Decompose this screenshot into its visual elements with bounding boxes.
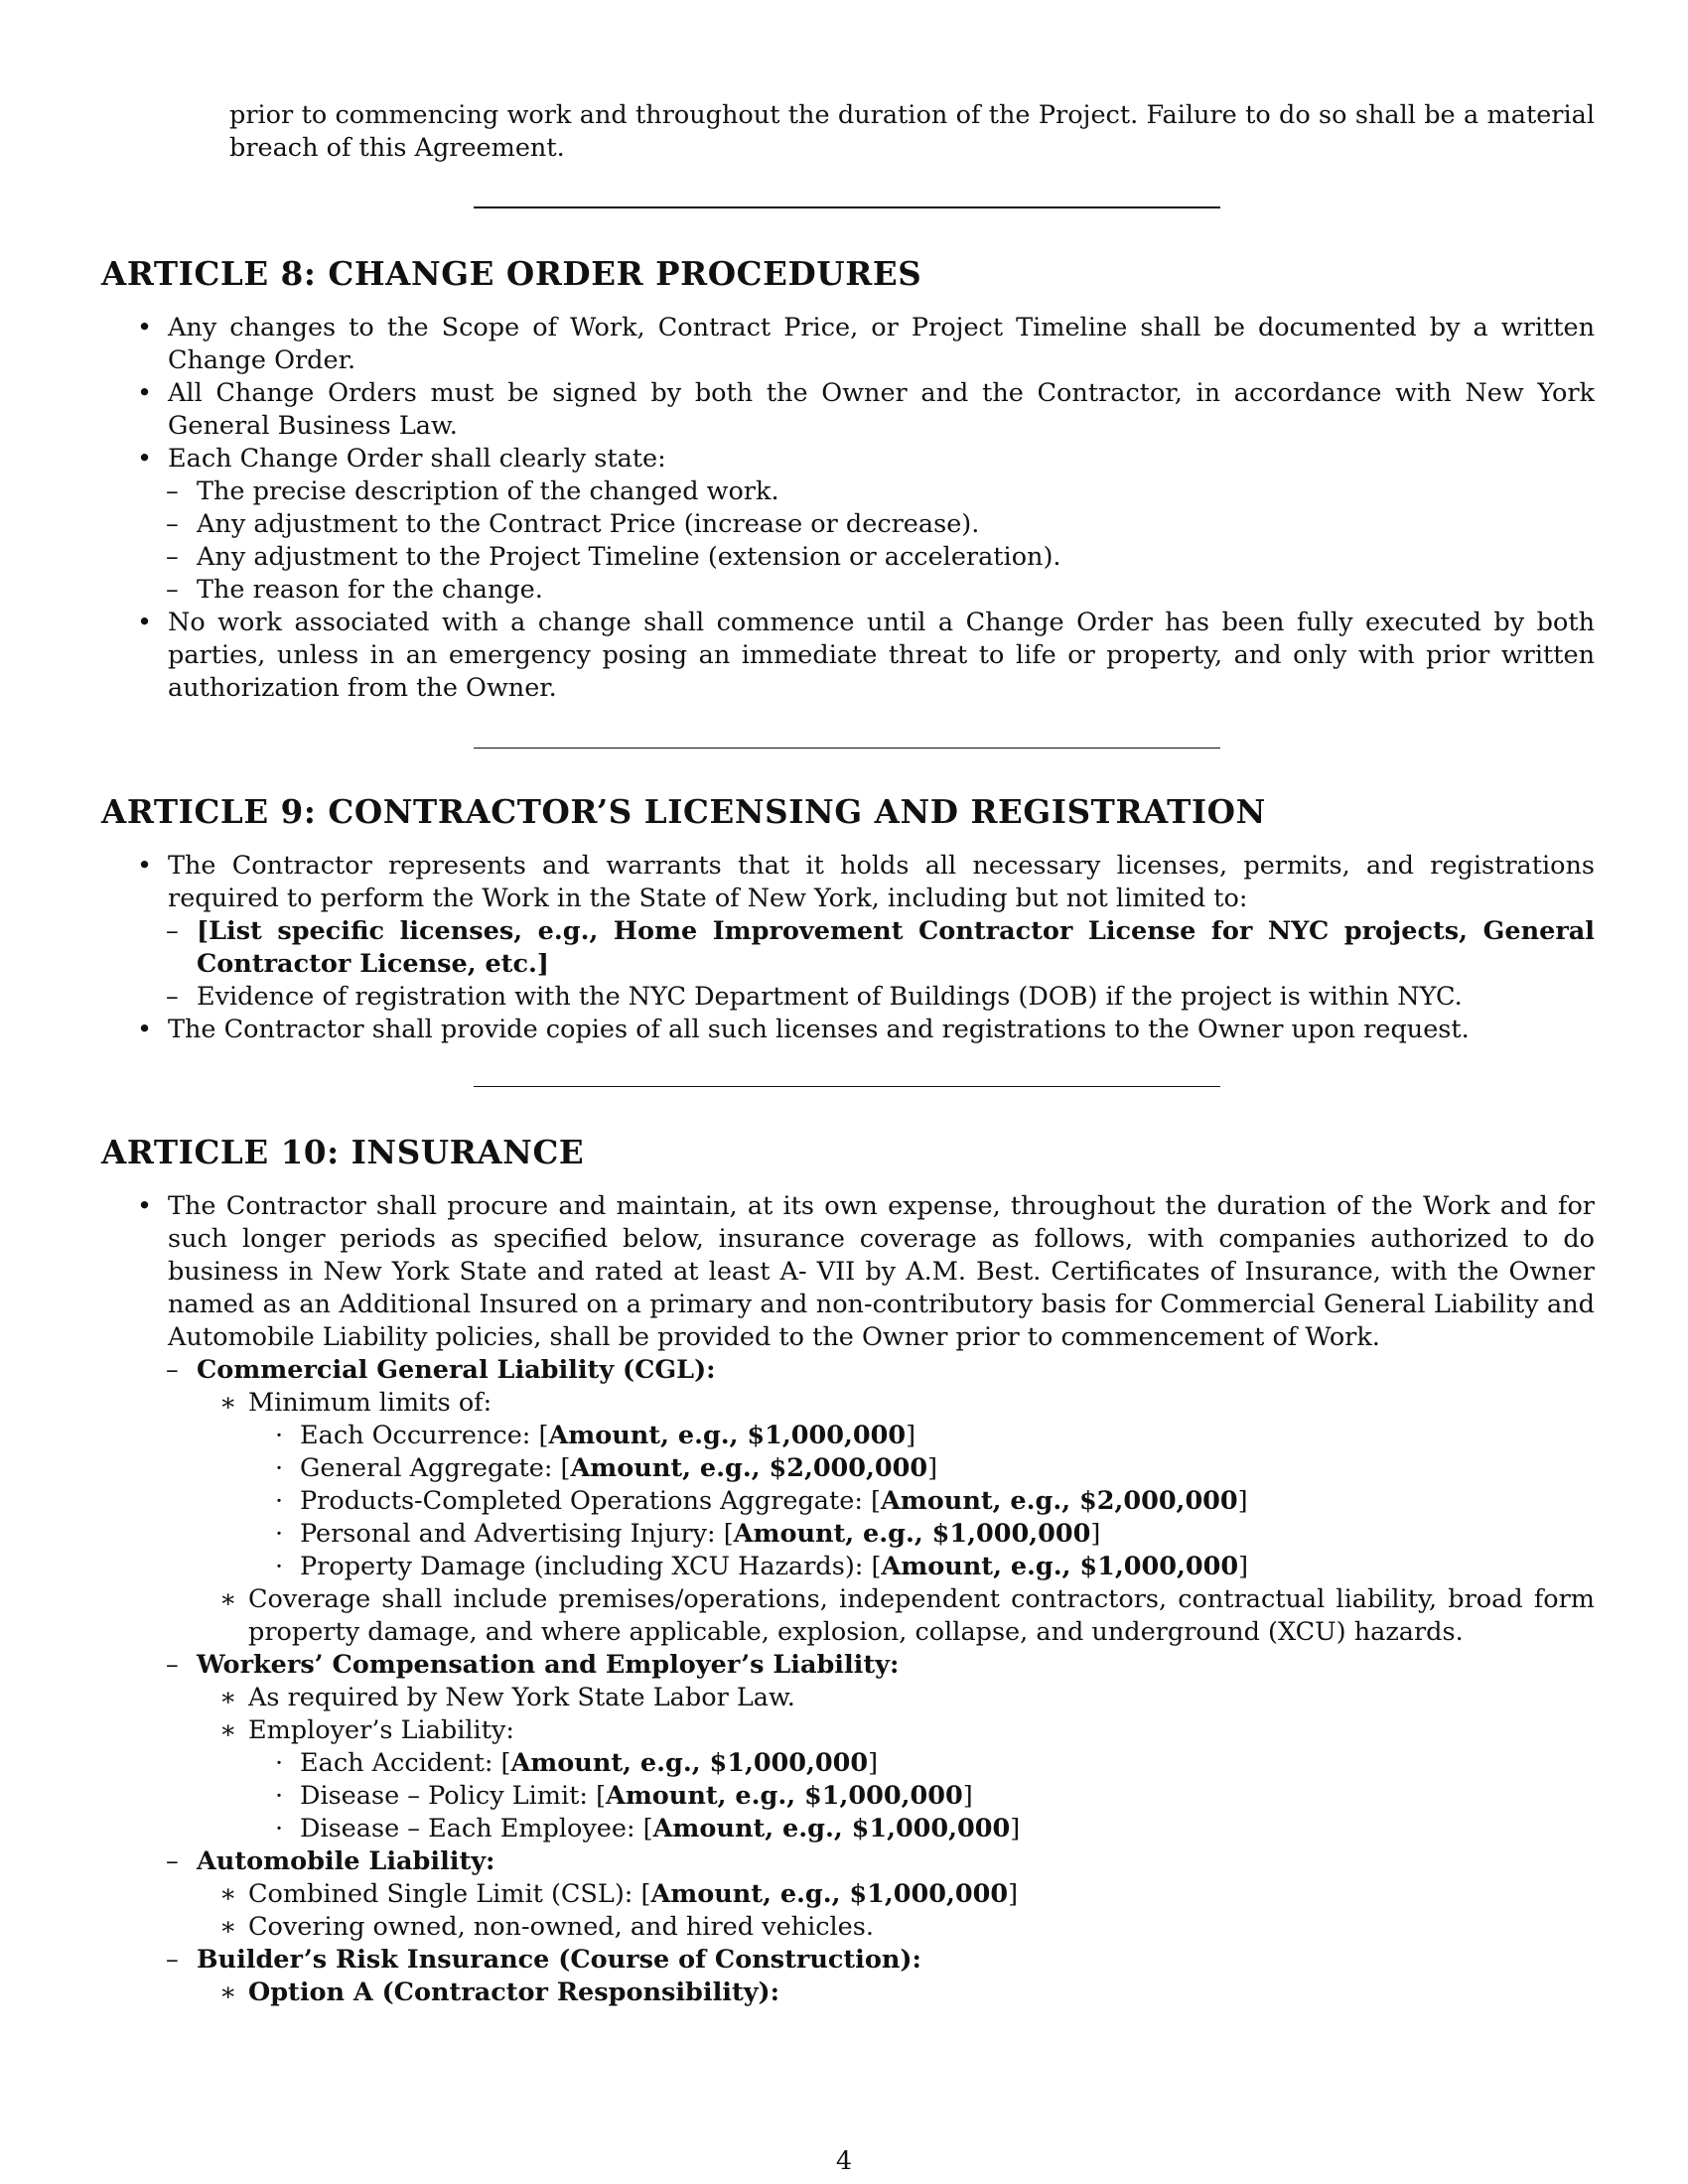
article-8-body — [101, 312, 1595, 705]
dash-icon: – — [166, 1355, 179, 1385]
article-9-heading: ARTICLE 9: CONTRACTOR’S LICENSING AND REGISTRATION — [101, 792, 1266, 831]
dash-icon: – — [166, 509, 179, 539]
dash-icon: – — [166, 1846, 179, 1876]
limit-item: · Each Accident: [Amount, e.g., $1,000,000] — [275, 1748, 879, 1778]
sub-list-item: – Commercial General Liability (CGL): ∗ Minimum limits of: · Each Occurrence: [Amount, e.g., $1,000,000] · General Aggregate: [Amount, e.g., $2,000,000] · Products-Completed Operations Aggregate: [Amount, e.g., $2,000,000] · Personal and Advertising Injury: [Amount, e.g., $1,000,000] · Property Damage (including XCU Hazards): [Amount, e.g., $1,000,000] ∗ Coverage shall include premises/operations, independent contractors, contractual liability, broad form property damage, and where applicable, explosion, collapse, and underground (XCU) hazards. — [166, 1355, 1595, 1647]
asterisk-icon: ∗ — [219, 1683, 237, 1712]
asterisk-icon: ∗ — [219, 1715, 237, 1745]
article-8-heading: ARTICLE 8: CHANGE ORDER PROCEDURES — [101, 254, 922, 293]
asterisk-icon: ∗ — [219, 1978, 237, 2007]
article-10-heading: ARTICLE 10: INSURANCE — [101, 1133, 585, 1171]
list-item: • Any changes to the Scope of Work, Contract Price, or Project Timeline shall be documented by a written Change Order. — [137, 313, 1595, 375]
dot-icon: · — [275, 1814, 284, 1843]
limit-item: · Products-Completed Operations Aggregate: [Amount, e.g., $2,000,000] — [275, 1486, 1248, 1516]
bullet-icon: • — [137, 313, 153, 342]
article-10-body — [101, 1190, 1595, 2009]
bullet-icon: • — [137, 1191, 153, 1221]
list-item: • The Contractor shall provide copies of all such licenses and registrations to the Owner upon request. — [137, 1015, 1470, 1044]
sub-list-item: – The reason for the change. — [166, 575, 543, 605]
continuation-paragraph: prior to commencing work and throughout the duration of the Project. Failure to do so shall be a material breach of this Agreement. — [229, 100, 1595, 163]
list-item: • No work associated with a change shall commence until a Change Order has been fully executed by both parties, unless in an emergency posing an immediate threat to life or property, and only with prior written authorization from the Owner. — [137, 608, 1595, 703]
dash-icon: – — [166, 477, 179, 506]
dash-icon: – — [166, 542, 179, 572]
sub-sub-list-item: ∗ Employer’s Liability: · Each Accident: [Amount, e.g., $1,000,000] · Disease – Policy Limit: [Amount, e.g., $1,000,000] · Disease – Each Employee: [Amount, e.g., $1,000,000] — [219, 1714, 1595, 1845]
dot-icon: · — [275, 1421, 284, 1450]
sub-sub-list-item: ∗ Combined Single Limit (CSL): [Amount, e.g., $1,000,000] — [219, 1879, 1019, 1909]
section-divider — [474, 206, 1220, 208]
limit-item: · General Aggregate: [Amount, e.g., $2,000,000] — [275, 1453, 938, 1483]
article-9-body — [101, 850, 1595, 1046]
dot-icon: · — [275, 1781, 284, 1811]
sub-list-item: – [List specific licenses, e.g., Home Improvement Contractor License for NYC projects, General Contractor License, etc.] — [166, 916, 1595, 979]
dash-icon: – — [166, 916, 179, 946]
sub-list-item: – The precise description of the changed work. — [166, 477, 779, 506]
section-divider — [474, 748, 1220, 749]
bullet-icon: • — [137, 608, 153, 637]
page-number: 4 — [835, 2146, 853, 2176]
dash-icon: – — [166, 1650, 179, 1680]
dot-icon: · — [275, 1486, 284, 1516]
dot-icon: · — [275, 1453, 284, 1483]
sub-sub-list-item: ∗ Option A (Contractor Responsibility): — [219, 1978, 780, 2007]
dash-icon: – — [166, 982, 179, 1012]
bullet-icon: • — [137, 851, 153, 881]
sub-list-item: – Automobile Liability: ∗ Combined Single Limit (CSL): [Amount, e.g., $1,000,000] ∗ Covering owned, non-owned, and hired vehicles. — [168, 1845, 1595, 1944]
limit-item: · Disease – Policy Limit: [Amount, e.g., $1,000,000] — [275, 1781, 973, 1811]
list-item: • The Contractor represents and warrants that it holds all necessary licenses, permits, and registrations required to perform the Work in the State of New York, including but not limited to: – [List specific licenses, e.g., Home Improvement Contractor License for NYC projects, General Contractor License, etc.] – Evidence of registration with the NYC Department of Buildings (DOB) if the project is within NYC. — [137, 851, 1595, 1012]
limit-item: · Property Damage (including XCU Hazards): [Amount, e.g., $1,000,000] — [275, 1552, 1249, 1581]
sub-sub-list-item: ∗ Coverage shall include premises/operations, independent contractors, contractual liability, broad form property damage, and where applicable, explosion, collapse, and underground (XCU) hazards. — [219, 1584, 1595, 1647]
bullet-icon: • — [137, 1015, 153, 1044]
sub-list-item: – Any adjustment to the Project Timeline (extension or acceleration). — [166, 542, 1061, 572]
asterisk-icon: ∗ — [219, 1912, 237, 1942]
limit-item: · Each Occurrence: [Amount, e.g., $1,000,000] — [275, 1421, 916, 1450]
dot-icon: · — [275, 1552, 284, 1581]
dash-icon: – — [166, 575, 179, 605]
limit-item: · Disease – Each Employee: [Amount, e.g., $1,000,000] — [275, 1814, 1021, 1843]
sub-sub-list-item: ∗ Covering owned, non-owned, and hired vehicles. — [219, 1912, 874, 1942]
list-item: • Each Change Order shall clearly state: – The precise description of the changed work. – Any adjustment to the Contract Price (increase or decrease). – Any adjustment to the Project Timeline (extension or acceleration). – The reason for the change. — [101, 443, 1595, 607]
dot-icon: · — [275, 1519, 284, 1549]
sub-list-item: – Workers’ Compensation and Employer’s Liability: ∗ As required by New York State Labor Law. ∗ Employer’s Liability: · Each Accident: [Amount, e.g., $1,000,000] · Disease – Policy Limit: [Amount, e.g., $1,000,000] · Disease – Each Employee: [Amount, e.g., $1,000,000] — [168, 1649, 1595, 1845]
sub-list-item: – Evidence of registration with the NYC Department of Buildings (DOB) if the project is within NYC. — [166, 982, 1463, 1012]
list-item: • The Contractor shall procure and maintain, at its own expense, throughout the duration of the Work and for such longer periods as specified below, insurance coverage as follows, with companies authorized to do business in New York State and rated at least A- VII by A.M. Best. Certificates of Insurance, with the Owner named as an Additional Insured on a primary and non-contributory basis for Commercial General Liability and Automobile Liability policies, shall be provided to the Owner prior to commencement of Work. – Commercial General Liability (CGL): ∗ Minimum limits of: · Each Occurrence: [Amount, e.g., $1,000,000] · General Aggregate: [Amount, e.g., $2,000,000] · Products-Completed Operations Aggregate: [Amount, e.g., $2,000,000] · Personal and Advertising Injury: [Amount, e.g., $1,000,000] · Property Damage (including XCU Hazards): [Amount, e.g., $1,000,000] ∗ Coverage shall include premises/operations, independent contractors, contractual liability, broad form property damage, and where applicable, explosion, collapse, and underground (XCU) hazards. – Workers’ Compensation and Employer’s Liability: ∗ As required by New York State Labor Law. ∗ Employer’s Liability: · Each Accident: [Amount, e.g., $1,000,000] · Disease – Policy Limit: [Amount, e.g., $1,000,000] · Disease – Each Employee: [Amount, e.g., $1,000,000] – Automobile Liability: ∗ Combined Single Limit (CSL): [Amount, e.g., $1,000,000] ∗ Covering owned, non-owned, and hired vehicles. – Builder’s Risk Insurance (Course of Construction): ∗ Option A (Contractor Responsibility): — [137, 1191, 1595, 2007]
dash-icon: – — [166, 1945, 179, 1975]
asterisk-icon: ∗ — [219, 1879, 237, 1909]
asterisk-icon: ∗ — [219, 1388, 237, 1418]
sub-list-item: – Builder’s Risk Insurance (Course of Construction): ∗ Option A (Contractor Responsibility): — [168, 1944, 1595, 2009]
bullet-icon: • — [137, 444, 153, 474]
limit-item: · Personal and Advertising Injury: [Amount, e.g., $1,000,000] — [275, 1519, 1101, 1549]
bullet-icon: • — [137, 378, 153, 408]
sub-sub-list-item: ∗ Minimum limits of: · Each Occurrence: [Amount, e.g., $1,000,000] · General Aggregate: [Amount, e.g., $2,000,000] · Products-Completed Operations Aggregate: [Amount, e.g., $2,000,000] · Personal and Advertising Injury: [Amount, e.g., $1,000,000] · Property Damage (including XCU Hazards): [Amount, e.g., $1,000,000] — [219, 1387, 1595, 1583]
asterisk-icon: ∗ — [219, 1584, 237, 1614]
dot-icon: · — [275, 1748, 284, 1778]
sub-sub-list-item: ∗ As required by New York State Labor Law. — [219, 1683, 795, 1712]
license-placeholder: List specific licenses, e.g., Home Improvement Contractor License for NYC projects, General Contractor License, etc. — [197, 916, 1595, 979]
sub-list-item: – Any adjustment to the Contract Price (increase or decrease). — [166, 509, 980, 539]
section-divider — [474, 1086, 1220, 1087]
list-item: • All Change Orders must be signed by both the Owner and the Contractor, in accordance with New York General Business Law. — [137, 378, 1595, 441]
